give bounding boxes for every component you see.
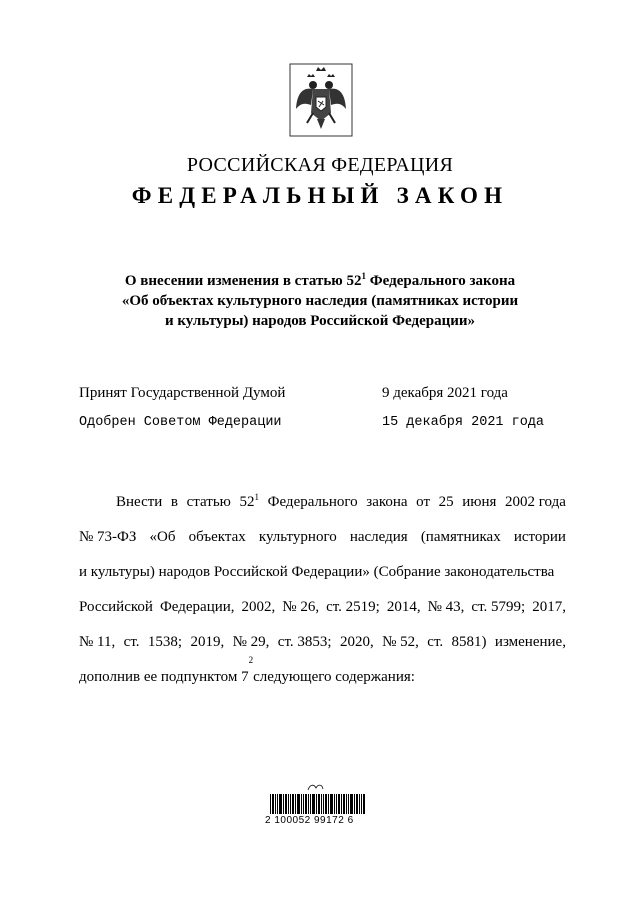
adoption-duma-row xyxy=(79,385,559,405)
body-line-5: № 11, ст. 1538; 2019, № 29, ст. 3853; 2020, № 52, ст. 8581) изменение, xyxy=(79,634,566,650)
law-title xyxy=(0,271,640,331)
council-date: 15 декабря 2021 года xyxy=(382,415,545,430)
council-label: Одобрен Советом Федерации xyxy=(79,415,282,430)
adoption-council-row xyxy=(79,415,559,435)
body-line-2: № 73-ФЗ «Об объектах культурного наследия (памятниках истории xyxy=(79,529,566,545)
body-line-1: Внести в статью $52^1$ Федерального закона от 25 июня 2002 года xyxy=(116,492,566,510)
document-type-heading: ФЕДЕРАЛЬНЫЙ ЗАКОН xyxy=(131,183,509,208)
duma-date: 9 декабря 2021 года xyxy=(382,385,508,401)
coat-of-arms-emblem xyxy=(289,63,353,137)
duma-label: Принят Государственной Думой xyxy=(79,385,286,401)
body-line-4: Российской Федерации, 2002, № 26, ст. 2519; 2014, № 43, ст. 5799; 2017, xyxy=(79,599,566,615)
title-superscript: 1 xyxy=(361,271,367,281)
law-body-text xyxy=(79,485,566,695)
title-line-1: О внесении изменения в статью 52 xyxy=(124,273,362,289)
title-line-2: «Об объектах культурного наследия (памятниках истории xyxy=(121,293,519,309)
title-line-1-end: Федерального закона xyxy=(366,273,516,289)
body-line-6: дополнив ее подпунктом 7 2 следующего содержания: xyxy=(79,655,415,685)
body-line-3: и культуры) народов Российской Федерации» (Собрание законодательства xyxy=(79,564,555,580)
country-heading: РОССИЙСКАЯ ФЕДЕРАЦИЯ xyxy=(186,154,454,176)
barcode-number: 2 100052 99172 6 xyxy=(265,815,354,826)
title-line-3: и культуры) народов Российской Федерации» xyxy=(164,313,476,329)
